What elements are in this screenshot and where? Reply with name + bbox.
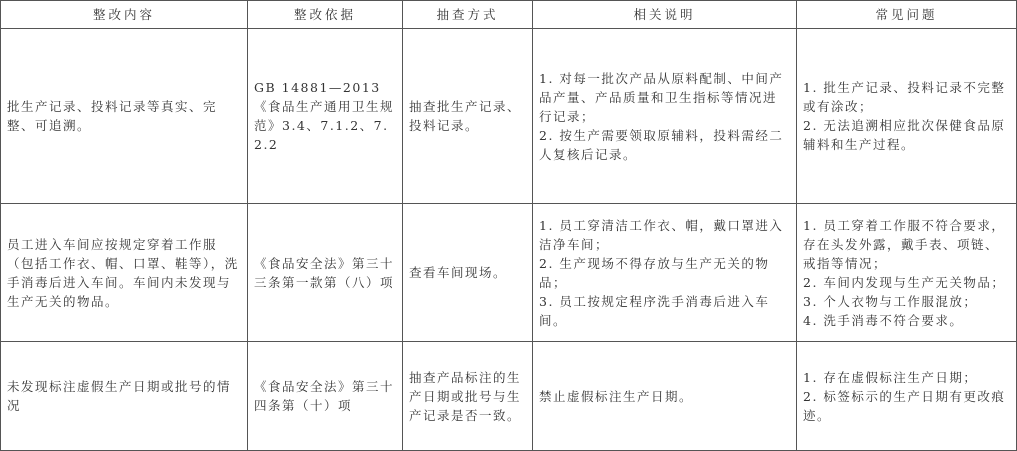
table-row: [1, 29, 1017, 204]
note-item: 2. 按生产需要领取原辅料，投料需经二人复核后记录。: [539, 127, 784, 162]
notes-cell: [533, 29, 797, 204]
issues-cell: [797, 29, 1017, 204]
content-cell: 批生产记录、投料记录等真实、完整、可追溯。: [1, 29, 248, 204]
header-content: 整改内容: [1, 1, 248, 29]
note-item: 2. 生产现场不得存放与生产无关的物品；: [539, 255, 770, 290]
header-row: [1, 1, 1017, 29]
issue-item: 1. 员工穿着工作服不符合要求，存在头发外露，戴手表、项链、戒指等情况；: [803, 217, 1006, 271]
notes-cell: [533, 342, 797, 451]
header-issues: 常见问题: [797, 1, 1017, 29]
basis-cell: GB 14881—2013《食品生产通用卫生规范》3.4、7.1.2、7.2.2: [248, 29, 403, 204]
content-cell: 未发现标注虚假生产日期或批号的情况: [1, 342, 248, 451]
header-basis: 整改依据: [248, 1, 403, 29]
issue-item: 4. 洗手消毒不符合要求。: [803, 312, 964, 328]
method-cell: 查看车间现场。: [403, 204, 533, 342]
note-item: 1. 对每一批次产品从原料配制、中间产品产量、产品质量和卫生指标等情况进行记录；: [539, 70, 784, 124]
basis-cell: 《食品安全法》第三十四条第（十）项: [248, 342, 403, 451]
note-item: 3. 员工按规定程序洗手消毒后进入车间。: [539, 293, 770, 328]
table-row: [1, 204, 1017, 342]
issue-item: 2. 车间内发现与生产无关物品；: [803, 274, 1006, 290]
issue-item: 1. 存在虚假标注生产日期；: [803, 369, 978, 385]
issue-item: 2. 标签标示的生产日期有更改痕迹。: [803, 388, 1006, 423]
basis-cell: 《食品安全法》第三十三条第一款第（八）项: [248, 204, 403, 342]
issue-item: 2. 无法追溯相应批次保健食品原辅料和生产过程。: [803, 118, 1006, 152]
note-item: 禁止虚假标注生产日期。: [539, 388, 694, 404]
note-item: 1. 员工穿清洁工作衣、帽，戴口罩进入洁净车间；: [539, 217, 784, 252]
issues-cell: [797, 342, 1017, 451]
method-cell: 抽查批生产记录、投料记录。: [403, 29, 533, 204]
header-method: 抽查方式: [403, 1, 533, 29]
issue-item: 3. 个人衣物与工作服混放；: [803, 293, 978, 309]
content-cell: 员工进入车间应按规定穿着工作服（包括工作衣、帽、口罩、鞋等），洗手消毒后进入车间。车间内未发现与生产无关的物品。: [1, 204, 248, 342]
table-row: [1, 342, 1017, 451]
issue-item: 1. 批生产记录、投料记录不完整或有涂改；: [803, 80, 1006, 114]
issues-cell: [797, 204, 1017, 342]
header-notes: 相关说明: [533, 1, 797, 29]
method-cell: 抽查产品标注的生产日期或批号与生产记录是否一致。: [403, 342, 533, 451]
notes-cell: [533, 204, 797, 342]
